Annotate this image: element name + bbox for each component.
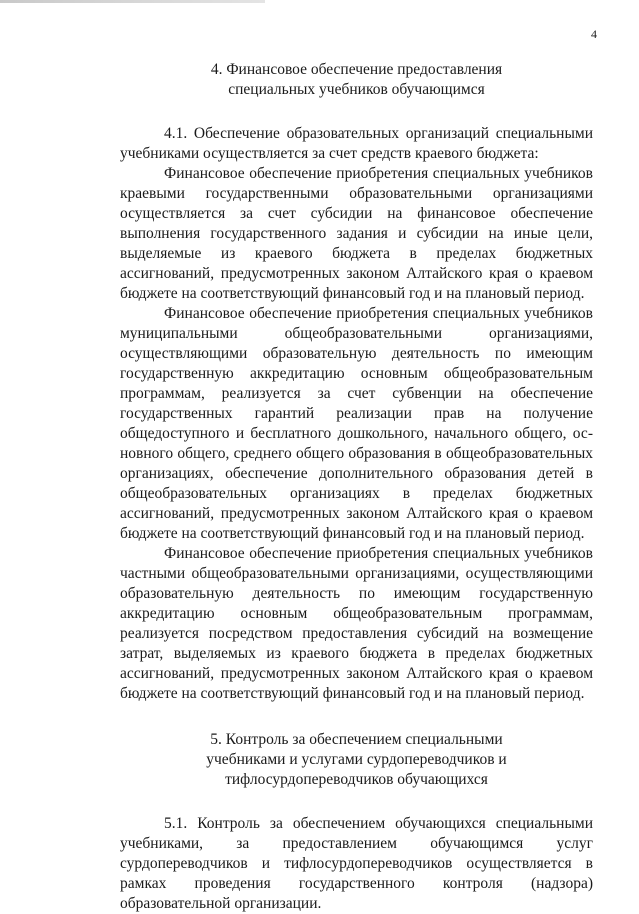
document-body [120,60,593,914]
section-4-paragraph-4: Финансовое обеспечение приобретения специальных учебников частными общеобразовательными организациями, осуществляющими образовательную деятельность по имеющим государственную аккредитацию основным общеобразовательным программам, реализуется посредством предоставления субсидий на возмещение затрат, выделяемых из краевого бюджета в пределах бюджетных ассигнований, предусмотренных законом Алтайского края о краевом бюджете на соответствующий финансовый год и на плановый период. [120,545,593,702]
page-number: 4 [591,27,597,41]
section-4-paragraph-3: Финансовое обеспечение приобретения специальных учебников муниципальными общеобразовательными организациями, осуществляющими образовательную деятельность по имеющим государственную аккредитацию основным общеобразовательным программам, реализуется за счет субвенции на обеспечение государственных гарантий реализации прав на получение общедоступного и бесплатного дошкольного, начального общего, основного общего, среднего общего образования в общеобразовательных организациях, обеспечение дополнительного образования детей в общеобразовательных организациях в пределах бюджетных ассигнований, предусмотренных законом Алтайского края о краевом бюджете на соответствующий финансовый год и на плановый период. [120,305,593,542]
section-4-heading [120,60,593,100]
section-4-heading-line-1: 4. Финансовое обеспечение предоставления [210,61,503,78]
section-5-paragraph-1: 5.1. Контроль за обеспечением обучающихся специальными учебниками, за предоставлением обучающимся услуг сурдопереводчиков и тифлосурдопереводчиков осуществляется в рамках проведения государственного контроля (надзора) образовательной организации. [120,815,593,912]
section-4-heading-line-2: специальных учебников обучающимся [228,81,485,98]
section-5-heading-line-1: 5. Контроль за обеспечением специальными [210,731,503,748]
section-4-paragraph-1: 4.1. Обеспечение образовательных организаций специальными учебниками осуществляется за счет средств краевого бюджета: [120,125,593,162]
section-4-paragraph-2: Финансовое обеспечение приобретения специальных учебников краевыми государственными образовательными организациями осуществляется за счет субсидии на финансовое обеспечение выполнения государственного задания и субсидии на иные цели, выделяемые из краевого бюджета в пределах бюджетных ассигнований, предусмотренных законом Алтайского края о краевом бюджете на соответствующий финансовый год и на плановый период. [120,165,593,302]
section-5-heading-line-3: тифлосурдопереводчиков обучающихся [225,771,488,788]
section-5-heading-line-2: учебниками и услугами сурдопереводчиков и [206,751,507,768]
scan-top-edge-line [0,0,265,3]
section-5-heading [120,730,593,790]
